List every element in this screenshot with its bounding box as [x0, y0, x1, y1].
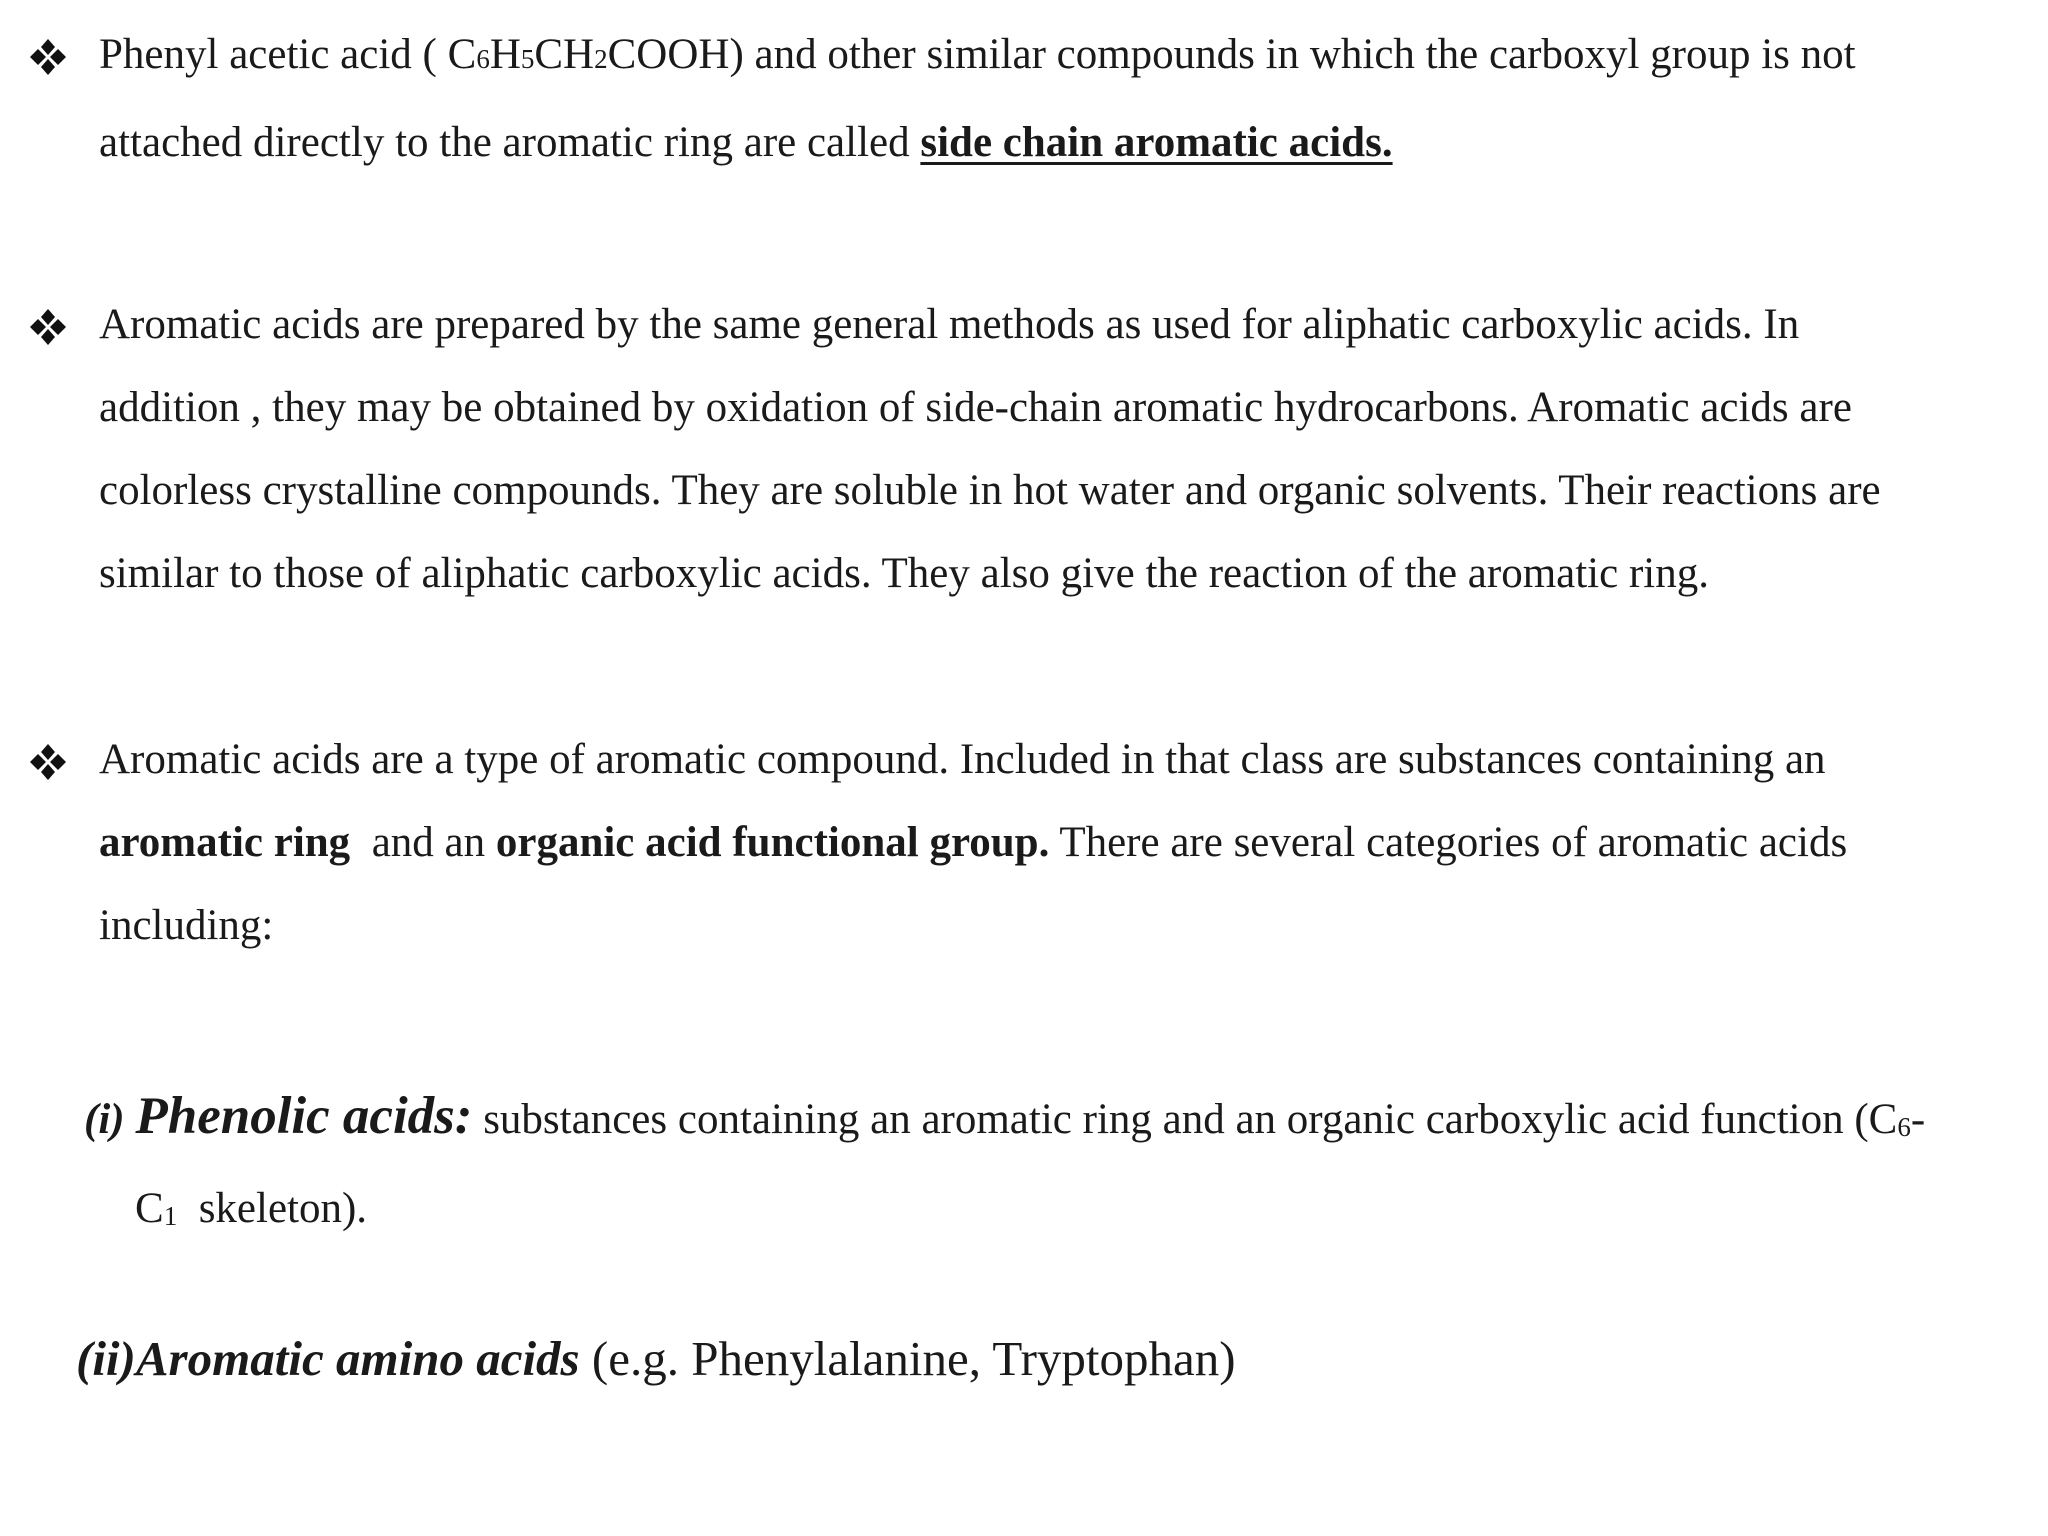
list-item-aromatic-amino-acids — [76, 1318, 1236, 1400]
formula-subscript: 5 — [520, 44, 535, 74]
key-term: aromatic ring — [99, 819, 351, 866]
four-diamond-bullet-icon — [28, 742, 68, 782]
paragraph-line: similar to those of aliphatic carboxylic acids. They also give the reaction of the aromatic ring. — [99, 550, 1709, 597]
subscript: 1 — [163, 1201, 178, 1231]
four-diamond-bullet-icon — [28, 37, 68, 77]
list-term: Phenolic acids: — [135, 1087, 473, 1145]
text-run: CH — [534, 31, 595, 78]
bullet-paragraph-preparation — [0, 295, 2048, 635]
list-item-phenolic-acids — [84, 1075, 2034, 1257]
text-run: Phenyl acetic acid ( C — [99, 31, 477, 78]
text-run: (e.g. Phenylalanine, Tryptophan) — [579, 1331, 1236, 1386]
subscript: 6 — [1897, 1112, 1911, 1142]
text-run: attached directly to the aromatic ring are called — [99, 119, 921, 166]
text-run: substances containing an aromatic ring and an organic carboxylic acid function (C — [472, 1096, 1898, 1143]
paragraph-line: Aromatic acids are a type of aromatic compound. Included in that class are substances containing an — [99, 736, 1826, 783]
paragraph-line: including: — [99, 902, 274, 949]
text-run: C — [135, 1185, 164, 1232]
text-run: COOH) and other similar compounds in which the carboxyl group is not — [607, 31, 1856, 78]
paragraph-text — [99, 283, 2029, 615]
list-marker: (ii) — [76, 1331, 136, 1386]
paragraph-line: Aromatic acids are prepared by the same general methods as used for aliphatic carboxylic acids. In — [99, 301, 1800, 348]
formula-subscript: 2 — [594, 44, 608, 74]
paragraph-text — [99, 13, 2029, 184]
four-diamond-bullet-icon — [28, 307, 68, 347]
paragraph-line: colorless crystalline compounds. They are soluble in hot water and organic solvents. Their reactions are — [99, 467, 1881, 514]
paragraph-line — [99, 801, 2029, 884]
text-run: H — [489, 31, 521, 78]
text-run: - — [1910, 1096, 1926, 1143]
text-run: There are several categories of aromatic acids — [1049, 819, 1848, 866]
bullet-paragraph-categories — [0, 730, 2048, 980]
paragraph-line — [99, 13, 2029, 101]
key-term: organic acid functional group. — [495, 819, 1050, 866]
formula-subscript: 6 — [476, 44, 490, 74]
list-item-line — [84, 1168, 2034, 1257]
text-run: and an — [350, 819, 496, 866]
list-marker: (i) — [84, 1096, 136, 1143]
paragraph-text — [99, 718, 2029, 967]
text-run: skeleton). — [177, 1185, 368, 1232]
paragraph-line — [99, 101, 2029, 184]
list-item-line — [84, 1075, 2034, 1168]
list-term: Aromatic amino acids — [135, 1331, 580, 1386]
paragraph-line: addition , they may be obtained by oxidation of side-chain aromatic hydrocarbons. Aromatic acids are — [99, 384, 1852, 431]
key-term: side chain aromatic acids. — [920, 119, 1393, 166]
bullet-paragraph-side-chain — [0, 25, 2048, 195]
